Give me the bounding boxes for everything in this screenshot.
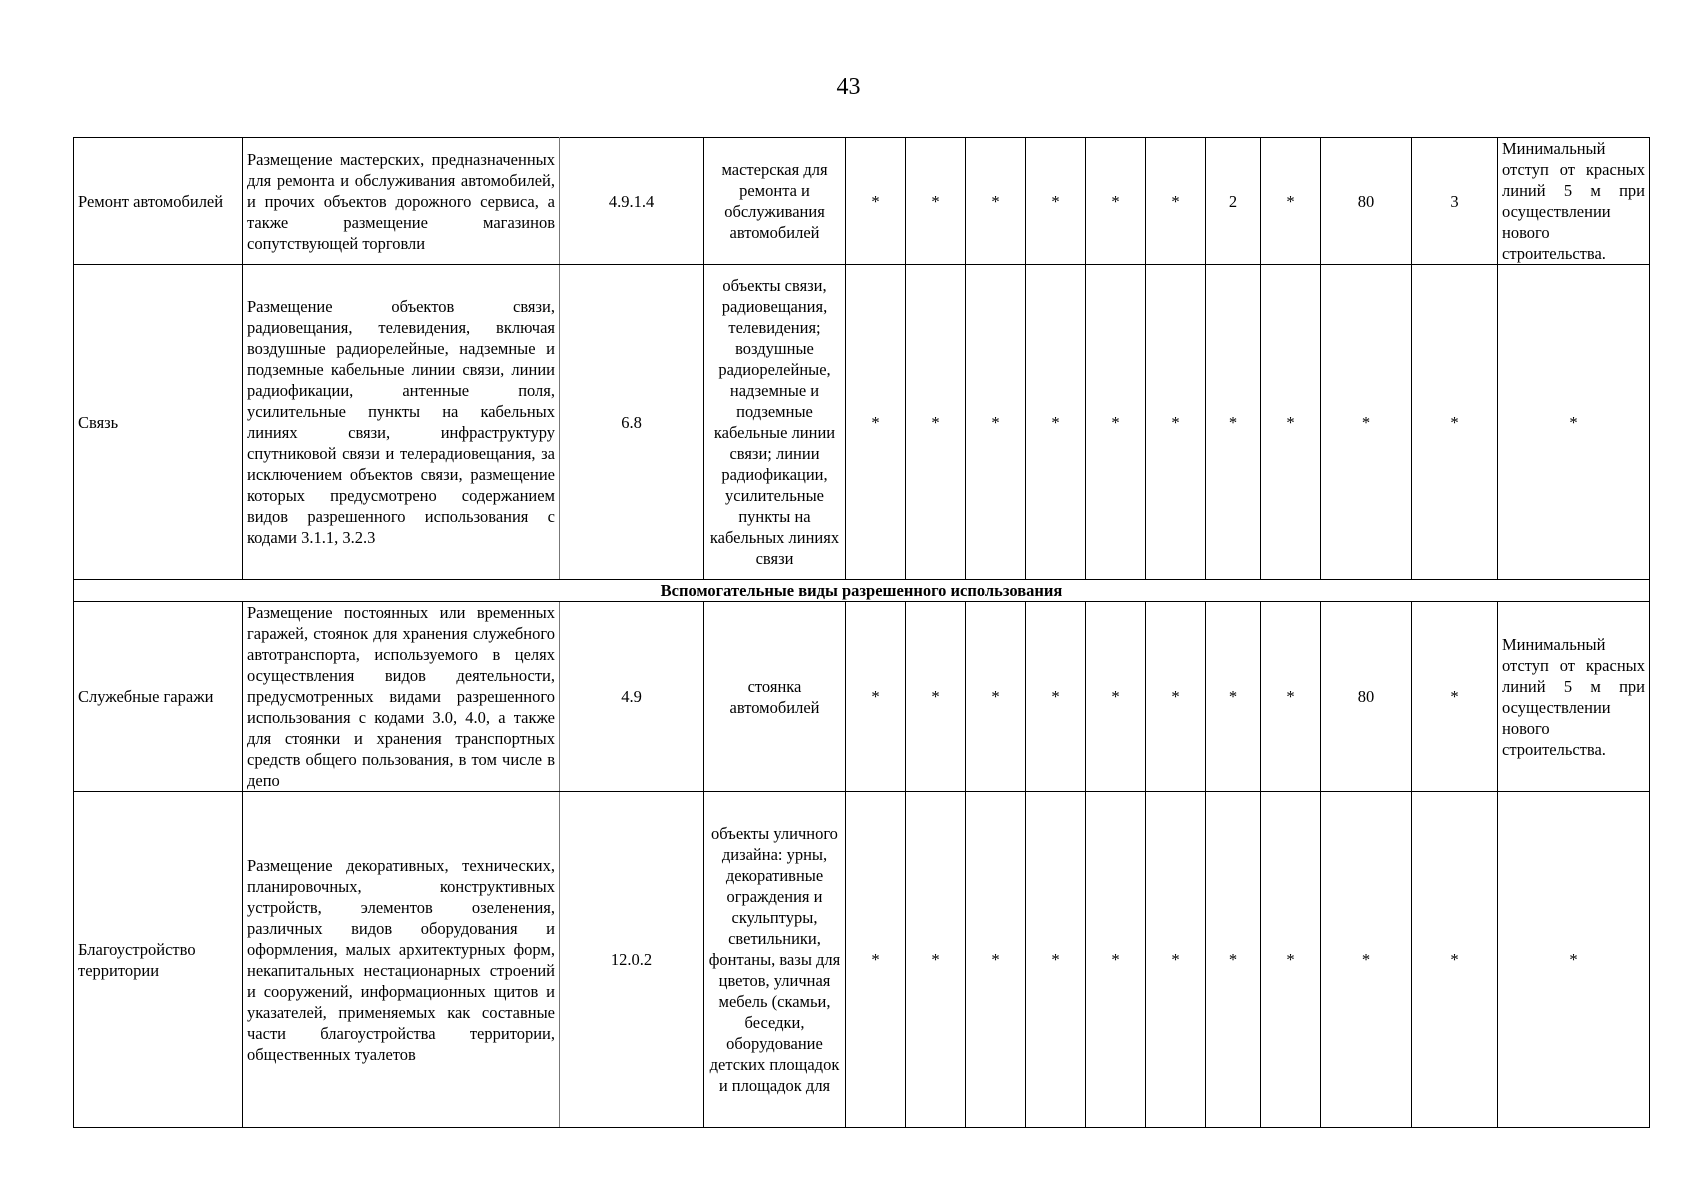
param-value: *: [1026, 265, 1086, 580]
param-value: *: [1412, 265, 1498, 580]
param-value: *: [966, 138, 1026, 265]
use-type-name: Служебные гаражи: [74, 602, 243, 792]
param-value: *: [1086, 138, 1146, 265]
use-type-name: Связь: [74, 265, 243, 580]
param-value: *: [1086, 792, 1146, 1128]
table-row: [74, 792, 1650, 1128]
use-type-code: 12.0.2: [560, 792, 704, 1128]
use-type-code: 4.9: [560, 602, 704, 792]
param-value: *: [1206, 602, 1261, 792]
param-value: *: [1086, 265, 1146, 580]
row-note: Минимальный отступ от красных линий 5 м при осуществлении нового строительства.: [1498, 602, 1650, 792]
section-title: Вспомогательные виды разрешенного использования: [74, 580, 1650, 602]
param-value: *: [846, 792, 906, 1128]
param-value: *: [1206, 792, 1261, 1128]
permitted-objects: мастерская для ремонта и обслуживания автомобилей: [704, 138, 846, 265]
use-type-description: Размещение декоративных, технических, планировочных, конструктивных устройств, элементов озеленения, различных видов оборудования и оформления, малых архитектурных форм, некапитальных нестационарных строений и сооружений, информационных щитов и указателей, применяемых как составные части благоустройства территории, общественных туалетов: [243, 792, 560, 1128]
param-value: 80: [1321, 138, 1412, 265]
use-type-description: Размещение объектов связи, радиовещания, телевидения, включая воздушные радиорелейные, надземные и подземные кабельные линии связи, линии радиофикации, антенные поля, усилительные пункты на кабельных линиях связи, инфраструктуру спутниковой связи и телерадиовещания, за исключением объектов связи, размещение которых предусмотрено содержанием видов разрешенного использования с кодами 3.1.1, 3.2.3: [243, 265, 560, 580]
table-row: [74, 602, 1650, 792]
param-value: *: [1086, 602, 1146, 792]
param-value: *: [1146, 602, 1206, 792]
permitted-objects: стоянка автомобилей: [704, 602, 846, 792]
use-type-name: Благоустройство территории: [74, 792, 243, 1128]
param-value: *: [1026, 138, 1086, 265]
param-value: *: [1026, 602, 1086, 792]
section-header-row: [74, 580, 1650, 602]
param-value: *: [846, 138, 906, 265]
param-value: *: [906, 138, 966, 265]
param-value: *: [966, 602, 1026, 792]
param-value: *: [1412, 602, 1498, 792]
permitted-objects: объекты уличного дизайна: урны, декоративные ограждения и скульптуры, светильники, фонтаны, вазы для цветов, уличная мебель (скамьи, беседки, оборудование детских площадок и площадок для: [704, 792, 846, 1128]
table-row: [74, 265, 1650, 580]
row-note: Минимальный отступ от красных линий 5 м при осуществлении нового строительства.: [1498, 138, 1650, 265]
param-value: *: [906, 265, 966, 580]
use-type-name: Ремонт автомобилей: [74, 138, 243, 265]
land-use-regulations-table: [73, 137, 1650, 1128]
param-value: *: [846, 602, 906, 792]
param-value: *: [846, 265, 906, 580]
permitted-objects: объекты связи, радиовещания, телевидения; воздушные радиорелейные, надземные и подземные кабельные линии связи; линии радиофикации, усилительные пункты на кабельных линиях связи: [704, 265, 846, 580]
param-value: *: [906, 792, 966, 1128]
param-value: *: [1261, 602, 1321, 792]
param-value: *: [1146, 138, 1206, 265]
param-value: *: [1206, 265, 1261, 580]
row-note: *: [1498, 792, 1650, 1128]
param-value: *: [1261, 265, 1321, 580]
use-type-code: 6.8: [560, 265, 704, 580]
use-type-description: Размещение мастерских, предназначенных для ремонта и обслуживания автомобилей, и прочих объектов дорожного сервиса, а также размещение магазинов сопутствующей торговли: [243, 138, 560, 265]
param-value: *: [906, 602, 966, 792]
param-value: *: [1321, 792, 1412, 1128]
param-value: *: [1026, 792, 1086, 1128]
param-value: *: [1146, 792, 1206, 1128]
param-value: *: [966, 792, 1026, 1128]
param-value: *: [1321, 265, 1412, 580]
param-value: 3: [1412, 138, 1498, 265]
table-row: [74, 138, 1650, 265]
param-value: *: [1146, 265, 1206, 580]
param-value: *: [966, 265, 1026, 580]
param-value: 80: [1321, 602, 1412, 792]
use-type-code: 4.9.1.4: [560, 138, 704, 265]
page-number: 43: [836, 74, 861, 100]
use-type-description: Размещение постоянных или временных гаражей, стоянок для хранения служебного автотранспорта, используемого в целях осуществления видов деятельности, предусмотренных видами разрешенного использования с кодами 3.0, 4.0, а также для стоянки и хранения транспортных средств общего пользования, в том числе в депо: [243, 602, 560, 792]
param-value: 2: [1206, 138, 1261, 265]
row-note: *: [1498, 265, 1650, 580]
param-value: *: [1261, 792, 1321, 1128]
param-value: *: [1412, 792, 1498, 1128]
param-value: *: [1261, 138, 1321, 265]
